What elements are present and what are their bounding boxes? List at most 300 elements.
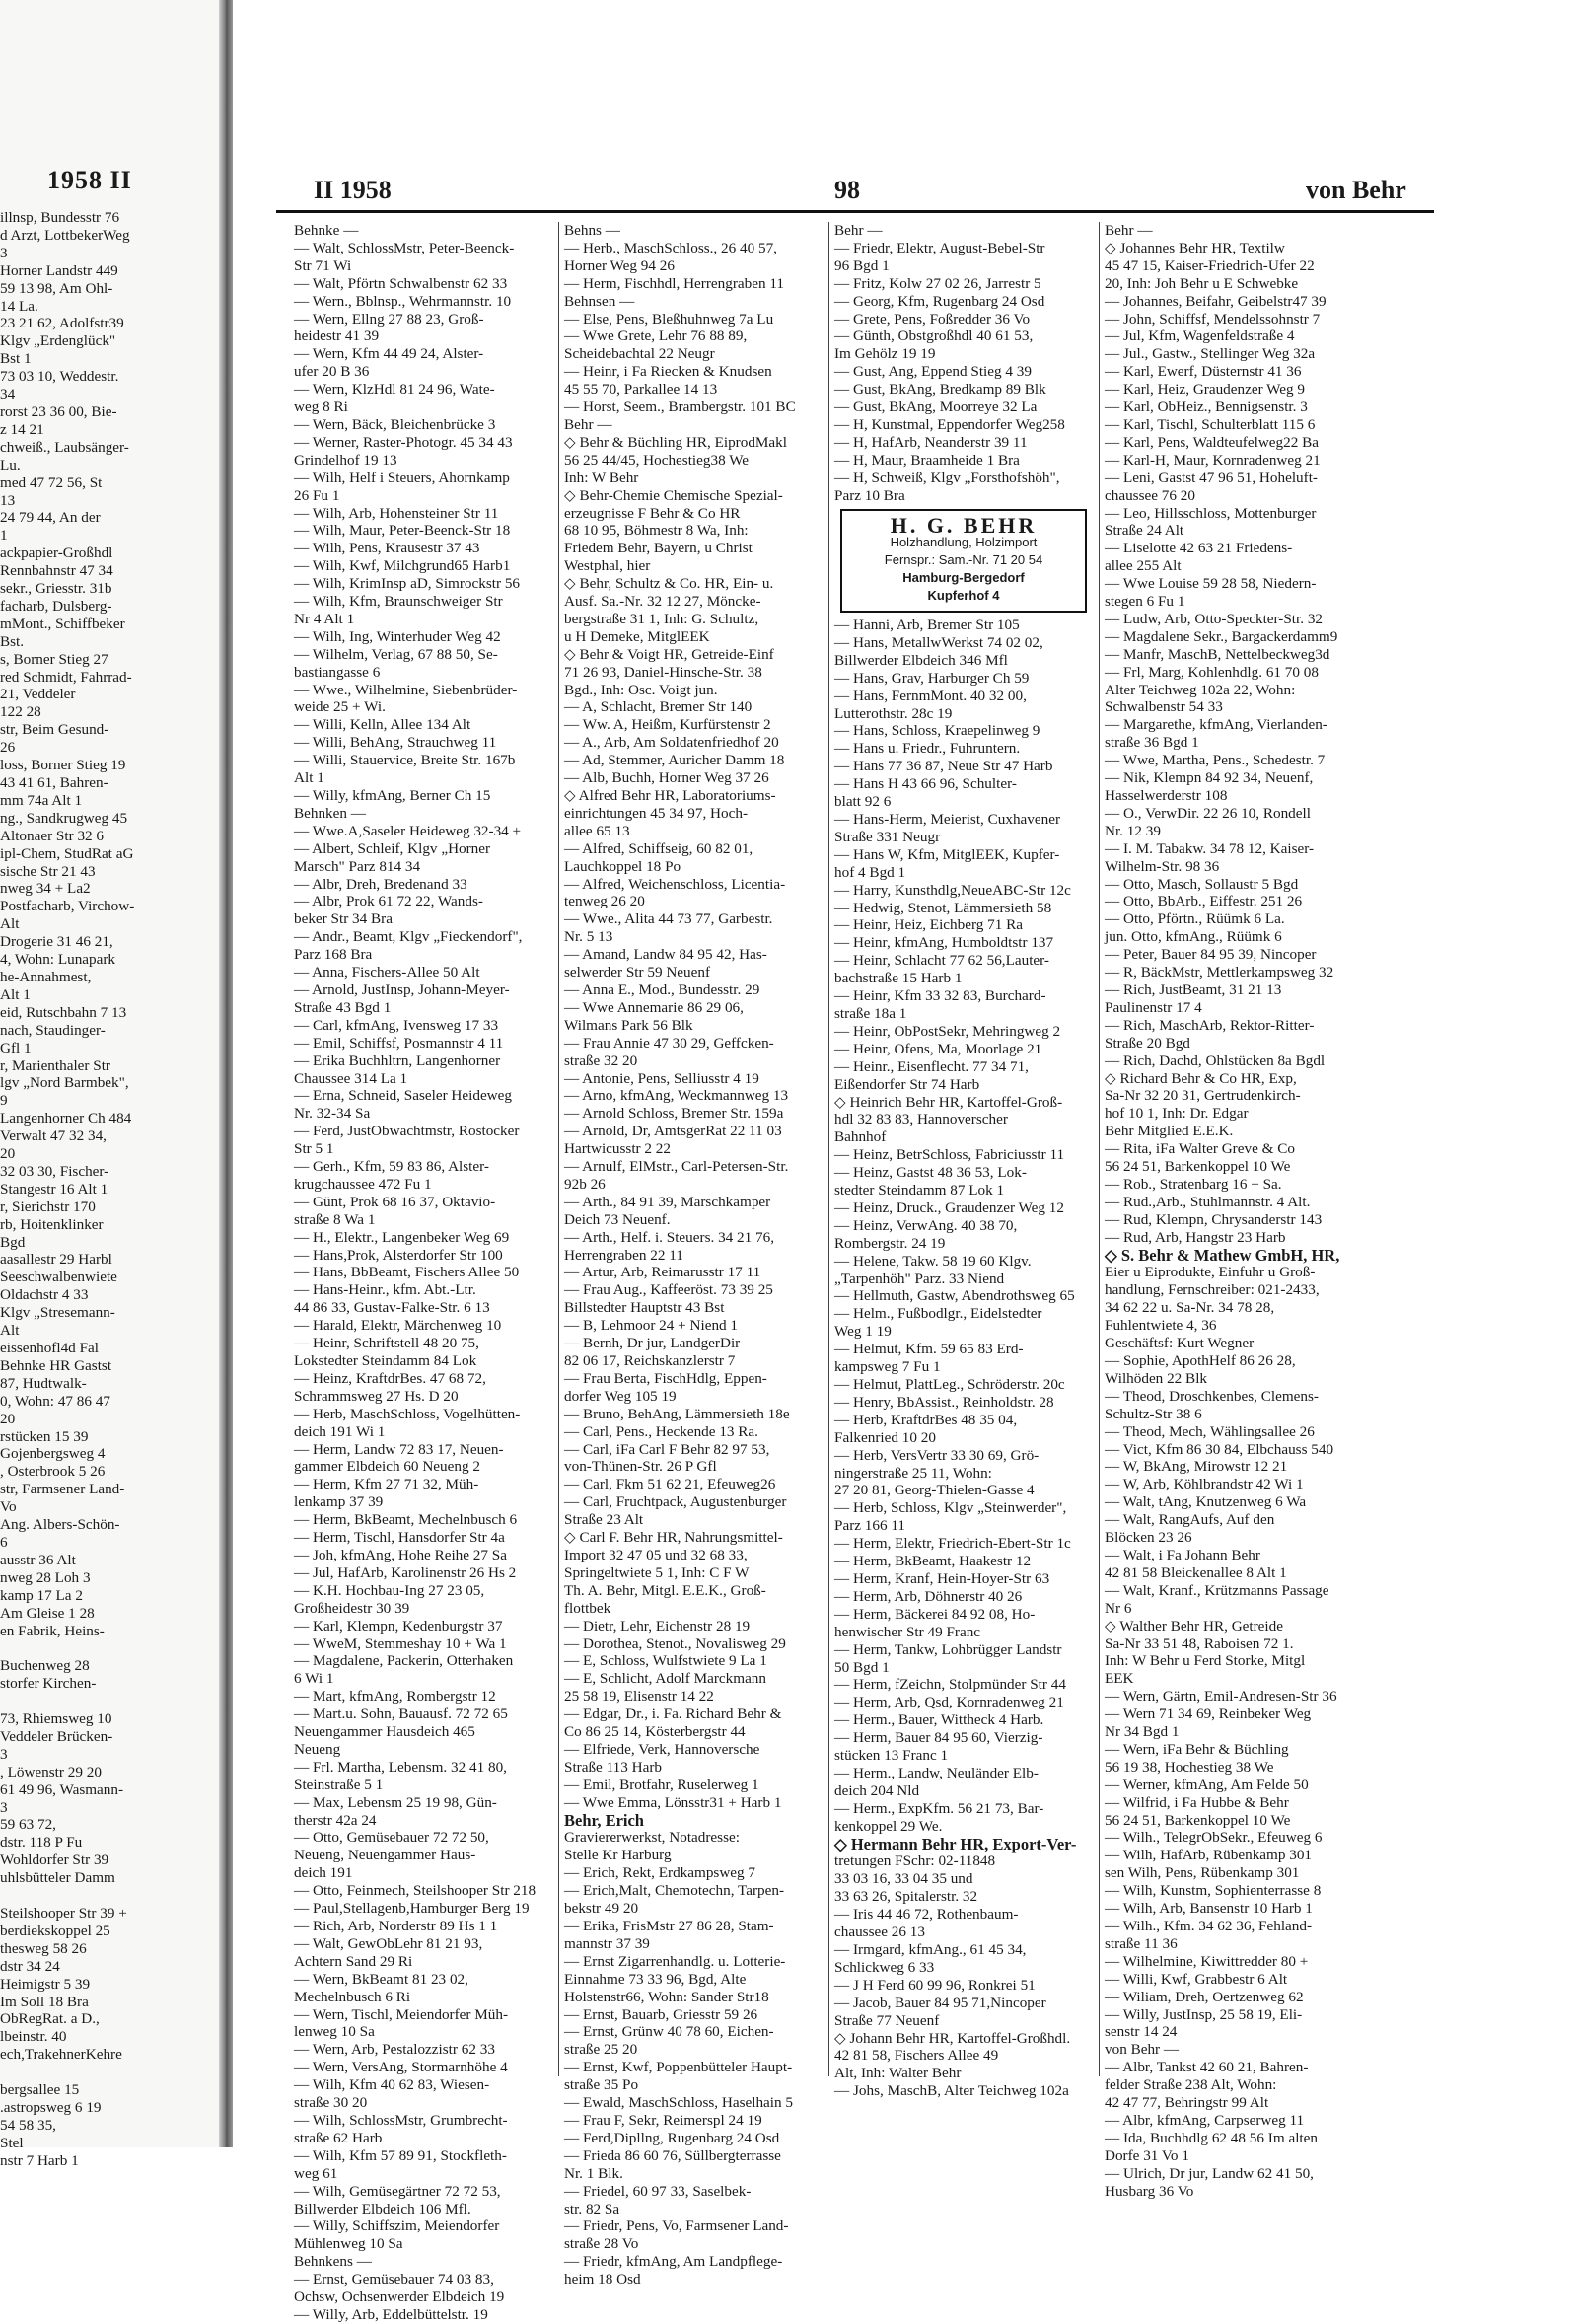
left-page-line: 3 bbox=[0, 1745, 8, 1763]
directory-entry-line: Fuhlentwiete 4, 36 bbox=[1105, 1317, 1217, 1335]
directory-entry-line: — Nik, Klempn 84 92 34, Neuenf, bbox=[1105, 769, 1314, 787]
directory-entry-line: — Wilh, SchlossMstr, Grumbrecht- bbox=[294, 2111, 508, 2129]
left-page-line: 61 49 96, Wasmann- bbox=[0, 1780, 124, 1798]
directory-entry-line: — Herm, Elektr, Friedrich-Ebert-Str 1c bbox=[834, 1535, 1071, 1553]
directory-entry-line: — Herm, Kfm 27 71 32, Müh- bbox=[294, 1476, 479, 1493]
directory-entry-line: Import 32 47 05 und 32 68 33, bbox=[564, 1546, 748, 1563]
left-page-line: Heimigstr 5 39 bbox=[0, 1975, 91, 1993]
directory-entry-line: — Rich, JustBeamt, 31 21 13 bbox=[1105, 980, 1282, 998]
column-separator bbox=[1099, 222, 1100, 2076]
directory-entry-line: — Willy, Arb, Eddelbüttelstr. 19 bbox=[294, 2305, 488, 2323]
directory-entry-line: — W, BkAng, Mirowstr 12 21 bbox=[1105, 1458, 1288, 1476]
directory-entry-line: straße 28 Vo bbox=[564, 2235, 639, 2253]
directory-entry-line: — Alb, Buchh, Horner Weg 37 26 bbox=[564, 769, 769, 787]
directory-entry-line: — Wern, BkBeamt 81 23 02, bbox=[294, 1970, 468, 1988]
directory-entry-line: — Wwe, Martha, Pens., Schedestr. 7 bbox=[1105, 752, 1326, 769]
directory-entry-line: — Grete, Pens, Foßredder 36 Vo bbox=[834, 310, 1031, 327]
directory-entry-line: 25 58 19, Elisenstr 14 22 bbox=[564, 1688, 714, 1706]
directory-entry-line: — Karl, Ewerf, Düsternstr 41 36 bbox=[1105, 363, 1302, 381]
directory-entry-line: — Ewald, MaschSchloss, Haselhain 5 bbox=[564, 2094, 793, 2112]
directory-entry-line: — Hans, MetallwWerkst 74 02 02, bbox=[834, 633, 1043, 651]
directory-entry-line: — Liselotte 42 63 21 Friedens- bbox=[1105, 540, 1293, 557]
directory-entry-line: Billwerder Elbdeich 346 Mfl bbox=[834, 651, 1008, 669]
left-page-line: Veddeler Brücken- bbox=[0, 1727, 113, 1745]
directory-entry-line: Chaussee 314 La 1 bbox=[294, 1069, 408, 1087]
directory-entry-line: 27 20 81, Georg-Thielen-Gasse 4 bbox=[834, 1482, 1035, 1499]
directory-entry-line: — Otto, Masch, Sollaustr 5 Bgd bbox=[1105, 875, 1299, 893]
directory-entry-line: jun. Otto, kfmAng., Rüümk 6 bbox=[1105, 928, 1282, 946]
directory-entry-line: — Willy, kfmAng, Berner Ch 15 bbox=[294, 787, 491, 804]
directory-entry-line: — Wilh, KrimInsp aD, Simrockstr 56 bbox=[294, 575, 521, 593]
directory-entry-line: 56 24 51, Barkenkoppel 10 We bbox=[1105, 1158, 1291, 1176]
directory-entry-line: ◇ Johann Behr HR, Kartoffel-Großhdl. bbox=[834, 2029, 1071, 2047]
directory-entry-line: Th. A. Behr, Mitgl. E.E.K., Groß- bbox=[564, 1581, 766, 1599]
left-page-line: thesweg 58 26 bbox=[0, 1939, 87, 1957]
directory-entry-line: weg 61 bbox=[294, 2164, 338, 2182]
directory-entry-line: — R, BäckMstr, Mettlerkampsweg 32 bbox=[1105, 964, 1334, 981]
directory-entry-line: 68 10 95, Böhmestr 8 Wa, Inh: bbox=[564, 522, 749, 540]
left-page-line: r, Sierichstr 170 bbox=[0, 1198, 96, 1215]
left-page-line: d Arzt, LottbekerWeg bbox=[0, 226, 130, 244]
directory-entry-line: — Frau F, Sekr, Reimerspl 24 19 bbox=[564, 2111, 762, 2129]
directory-entry-line: — Rich, Dachd, Ohlstücken 8a Bgdl bbox=[1105, 1052, 1326, 1069]
left-page-line bbox=[0, 1887, 209, 1905]
directory-entry-line: — Arth., Helf. i. Steuers. 34 21 76, bbox=[564, 1228, 775, 1246]
directory-entry-line: — Rob., Stratenbarg 16 + Sa. bbox=[1105, 1175, 1282, 1193]
directory-entry-line: gammer Elbdeich 60 Neueng 2 bbox=[294, 1458, 480, 1476]
directory-entry-line: Paulinenstr 17 4 bbox=[1105, 998, 1202, 1016]
directory-entry-line: Im Gehölz 19 19 bbox=[834, 345, 936, 363]
directory-entry-line: EEK bbox=[1105, 1670, 1134, 1688]
directory-entry-line: — H, Maur, Braamheide 1 Bra bbox=[834, 451, 1020, 469]
directory-column-2 bbox=[564, 222, 823, 2288]
directory-entry-line: — Heinz, BetrSchloss, Fabriciusstr 11 bbox=[834, 1146, 1065, 1164]
directory-entry-line: — Karl, Klempn, Kedenburgstr 37 bbox=[294, 1617, 503, 1634]
directory-entry-line: Ochsw, Ochsenwerder Elbdeich 19 bbox=[294, 2288, 505, 2306]
directory-entry-line: Straße 24 Alt bbox=[1105, 522, 1184, 540]
directory-entry-line: Hartwicusstr 2 22 bbox=[564, 1140, 671, 1158]
directory-entry-line: Straße 331 Neugr bbox=[834, 828, 941, 845]
left-page-line: storfer Kirchen- bbox=[0, 1675, 97, 1693]
directory-entry-line: — Herm., Bauer, Wittheck 4 Harb. bbox=[834, 1711, 1044, 1729]
directory-entry-line: — Alfred, Schiffseig, 60 82 01, bbox=[564, 839, 753, 857]
directory-entry-line: handlung, Fernschreiber: 021-2433, bbox=[1105, 1281, 1320, 1299]
directory-entry-line: — Werner, Raster-Photogr. 45 34 43 bbox=[294, 433, 513, 451]
left-page-line: 6 bbox=[0, 1533, 8, 1551]
left-page-line: rorst 23 36 00, Bie- bbox=[0, 402, 117, 420]
directory-entry-line: „Tarpenhöh" Parz. 33 Niend bbox=[834, 1270, 1005, 1287]
directory-entry-line: — Ferd, JustObwachtmstr, Rostocker bbox=[294, 1123, 520, 1140]
directory-entry-line: — Erich, Rekt, Erdkampsweg 7 bbox=[564, 1864, 756, 1882]
directory-entry-line: Nr. 5 13 bbox=[564, 928, 613, 946]
directory-entry-line: 34 62 22 u. Sa-Nr. 34 78 28, bbox=[1105, 1299, 1275, 1317]
directory-entry-line: 42 47 77, Behringstr 99 Alt bbox=[1105, 2094, 1269, 2112]
directory-entry-line: Billwerder Elbdeich 106 Mfl. bbox=[294, 2200, 471, 2217]
directory-entry-line: Alter Teichweg 102a 22, Wohn: bbox=[1105, 681, 1296, 698]
left-page-line: Klgv „Stresemann- bbox=[0, 1304, 115, 1322]
directory-entry-line: Friedem Behr, Bayern, u Christ bbox=[564, 540, 753, 557]
directory-entry-line: — Ernst, Grünw 40 78 60, Eichen- bbox=[564, 2023, 774, 2041]
left-page-line: Horner Landstr 449 bbox=[0, 261, 118, 279]
directory-entry-line: — Wilh, HafArb, Rübenkamp 301 bbox=[1105, 1847, 1313, 1864]
directory-entry-line: bergstraße 31 1, Inh: G. Schultz, bbox=[564, 610, 759, 627]
directory-entry-line: hof 10 1, Inh: Dr. Edgar bbox=[1105, 1105, 1249, 1123]
directory-entry-line: Schwalbenstr 54 33 bbox=[1105, 698, 1223, 716]
directory-entry-line: Blöcken 23 26 bbox=[1105, 1529, 1192, 1547]
directory-entry-line: — Karl, Pens, Waldteufelweg22 Ba bbox=[1105, 433, 1319, 451]
directory-entry-line: — Wilh, Kunstm, Sophienterrasse 8 bbox=[1105, 1882, 1322, 1900]
directory-entry-line: — Wilh., Kfm. 34 62 36, Fehland- bbox=[1105, 1918, 1313, 1934]
left-page-line: sische Str 21 43 bbox=[0, 862, 96, 880]
directory-entry-line: Parz 166 11 bbox=[834, 1517, 905, 1535]
left-page-line: nweg 28 Loh 3 bbox=[0, 1568, 91, 1586]
directory-entry-line: — Herm, BkBeamt, Haakestr 12 bbox=[834, 1553, 1032, 1570]
directory-entry-line: Eier u Eiprodukte, Einfuhr u Groß- bbox=[1105, 1264, 1316, 1281]
directory-entry-line: — Hans,Prok, Alsterdorfer Str 100 bbox=[294, 1246, 503, 1264]
directory-entry-line: straße 25 20 bbox=[564, 2041, 638, 2059]
directory-entry-line: Nr 6 bbox=[1105, 1599, 1132, 1617]
left-page-line: Gojenbergsweg 4 bbox=[0, 1445, 106, 1463]
left-page-line: Bgd bbox=[0, 1233, 26, 1251]
directory-entry-line: hof 4 Bgd 1 bbox=[834, 863, 906, 881]
directory-entry-line: — Herm, Fischhdl, Herrengraben 11 bbox=[564, 274, 784, 292]
directory-entry-line: — Carl, kfmAng, Ivensweg 17 33 bbox=[294, 1016, 499, 1034]
directory-entry-line: — Heinr, kfmAng, Humboldtstr 137 bbox=[834, 934, 1054, 952]
column-separator bbox=[828, 222, 829, 2076]
directory-entry-line: — Wwe.A,Saseler Heideweg 32-34 + bbox=[294, 822, 522, 839]
directory-entry-line: weg 8 Ri bbox=[294, 399, 348, 416]
directory-entry-line: — Ad, Stemmer, Auricher Damm 18 bbox=[564, 752, 785, 769]
directory-entry-line: — Helene, Takw. 58 19 60 Klgv. bbox=[834, 1252, 1032, 1270]
directory-entry-line: — Harald, Elektr, Märchenweg 10 bbox=[294, 1317, 502, 1335]
directory-entry-line: Nr. 12 39 bbox=[1105, 822, 1161, 839]
left-page-line: Drogerie 31 46 21, bbox=[0, 933, 113, 951]
directory-entry-line: — H, HafArb, Neanderstr 39 11 bbox=[834, 433, 1028, 451]
left-page-line: Am Gleise 1 28 bbox=[0, 1604, 95, 1622]
directory-entry-line: 45 47 15, Kaiser-Friedrich-Ufer 22 bbox=[1105, 256, 1315, 274]
left-page-line: he-Annahmest, bbox=[0, 968, 92, 985]
directory-entry-line: kampsweg 7 Fu 1 bbox=[834, 1358, 941, 1376]
directory-entry-line: — Karl, Tischl, Schulterblatt 115 6 bbox=[1105, 415, 1316, 433]
directory-entry-line: — Hans, Grav, Harburger Ch 59 bbox=[834, 669, 1030, 687]
directory-entry-line: — Wilh, Kfm, Braunschweiger Str bbox=[294, 593, 503, 611]
directory-entry-line: 56 24 51, Barkenkoppel 10 We bbox=[1105, 1811, 1291, 1829]
left-page-line: 4, Wohn: Lunapark bbox=[0, 951, 116, 969]
directory-entry-line: Hasselwerderstr 108 bbox=[1105, 787, 1228, 804]
directory-entry-line: — Edgar, Dr., i. Fa. Richard Behr & bbox=[564, 1706, 782, 1723]
directory-entry-line: — K.H. Hochbau-Ing 27 23 05, bbox=[294, 1581, 485, 1599]
directory-entry-line: Inh: W Behr u Ferd Storke, Mitgl bbox=[1105, 1652, 1306, 1670]
directory-entry-line: 56 25 44/45, Hochestieg38 We bbox=[564, 451, 750, 469]
directory-entry-line: kenkoppel 29 We. bbox=[834, 1817, 943, 1835]
directory-entry-line: — Max, Lebensm 25 19 98, Gün- bbox=[294, 1793, 497, 1811]
left-page-line: str, Beim Gesund- bbox=[0, 721, 109, 739]
directory-entry-line: — Helmut, Kfm. 59 65 83 Erd- bbox=[834, 1341, 1024, 1358]
directory-entry-line: — Dorothea, Stenot., Novalisweg 29 bbox=[564, 1634, 786, 1652]
directory-entry-line: — Heinr, Kfm 33 32 83, Burchard- bbox=[834, 987, 1046, 1005]
directory-entry-line: — Wern, Gärtn, Emil-Andresen-Str 36 bbox=[1105, 1688, 1337, 1706]
directory-entry-line: — Willi, Stauervice, Breite Str. 167b bbox=[294, 752, 516, 769]
left-page-line: Buchenweg 28 bbox=[0, 1657, 90, 1675]
directory-entry-line: — Arnold, JustInsp, Johann-Meyer- bbox=[294, 980, 510, 998]
directory-entry-line: 42 81 58, Fischers Allee 49 bbox=[834, 2047, 999, 2065]
directory-entry-line: straße 36 Bgd 1 bbox=[1105, 734, 1199, 752]
directory-entry-line: — Herm, Arb, Qsd, Kornradenweg 21 bbox=[834, 1694, 1064, 1711]
directory-entry-line: — Erika, FrisMstr 27 86 28, Stam- bbox=[564, 1918, 774, 1934]
directory-entry-line: — Wilfrid, i Fa Hubbe & Behr bbox=[1105, 1793, 1289, 1811]
directory-entry-line: — Herm, Bauer 84 95 60, Vierzig- bbox=[834, 1729, 1043, 1747]
left-page-line bbox=[0, 1693, 209, 1710]
directory-entry-line: chaussee 76 20 bbox=[1105, 486, 1195, 504]
directory-entry-line: Achtern Sand 29 Ri bbox=[294, 1952, 413, 1970]
directory-entry-line: allee 255 Alt bbox=[1105, 557, 1182, 575]
directory-entry-line: — Hanni, Arb, Bremer Str 105 bbox=[834, 617, 1020, 634]
left-page-line: s, Borner Stieg 27 bbox=[0, 650, 108, 668]
left-page-line: 21, Veddeler bbox=[0, 686, 76, 703]
directory-entry-line: — Heinr, Ofens, Ma, Moorlage 21 bbox=[834, 1040, 1042, 1057]
left-page-line: Bst 1 bbox=[0, 350, 32, 368]
left-page-line: 73, Rhiemsweg 10 bbox=[0, 1710, 112, 1728]
directory-entry-line: — Wern, Kfm 44 49 24, Alster- bbox=[294, 345, 484, 363]
directory-entry-line: 33 03 16, 33 04 35 und bbox=[834, 1870, 973, 1888]
directory-entry-line: — Emil, Brotfahr, Ruselerweg 1 bbox=[564, 1776, 759, 1793]
directory-entry-line: ◇ Alfred Behr HR, Laboratoriums- bbox=[564, 787, 776, 804]
directory-entry-line: — Leo, Hillsschloss, Mottenburger bbox=[1105, 504, 1317, 522]
left-page-line: Steilshooper Str 39 + bbox=[0, 1905, 127, 1922]
directory-entry-line: Wilhelm-Str. 98 36 bbox=[1105, 857, 1220, 875]
left-page-line: 59 63 72, bbox=[0, 1816, 56, 1834]
left-page-line: chweiß., Laubsänger- bbox=[0, 438, 129, 456]
directory-entry-line: — Werner, kfmAng, Am Felde 50 bbox=[1105, 1776, 1309, 1793]
directory-entry-line: 20, Inh: Joh Behr u E Schwebke bbox=[1105, 274, 1299, 292]
directory-entry-line: straße 30 20 bbox=[294, 2094, 368, 2112]
directory-entry-line: — Herb, KraftdrBes 48 35 04, bbox=[834, 1411, 1018, 1428]
directory-entry-line: — Gust, BkAng, Bredkamp 89 Blk bbox=[834, 381, 1046, 399]
directory-entry-line: — O., VerwDir. 22 26 10, Rondell bbox=[1105, 804, 1311, 822]
directory-entry-line: — WweM, Stemmeshay 10 + Wa 1 bbox=[294, 1634, 507, 1652]
directory-entry-line: — H., Elektr., Langenbeker Weg 69 bbox=[294, 1228, 510, 1246]
directory-entry-line: — Willi, Kwf, Grabbestr 6 Alt bbox=[1105, 1970, 1288, 1988]
directory-entry-line: Parz 168 Bra bbox=[294, 946, 373, 964]
directory-entry-line: Behnkens — bbox=[294, 2253, 372, 2271]
directory-entry-line: — Andr., Beamt, Klgv „Fieckendorf", bbox=[294, 928, 523, 946]
directory-entry-line: Steinstraße 5 1 bbox=[294, 1776, 384, 1793]
directory-entry-line: flottbek bbox=[564, 1599, 611, 1617]
directory-entry-line: — Elfriede, Verk, Hannoversche bbox=[564, 1740, 760, 1758]
directory-entry-line: — Theod, Mech, Wählingsallee 26 bbox=[1105, 1422, 1315, 1440]
ad-title: H. G. BEHR bbox=[890, 512, 1038, 538]
directory-entry-line: — Wilh, Arb, Hohensteiner Str 11 bbox=[294, 504, 499, 522]
directory-entry-line: erzeugnisse F Behr & Co HR bbox=[564, 504, 741, 522]
left-page-line: Seeschwalbenwiete bbox=[0, 1269, 117, 1286]
directory-entry-line: — Friedel, 60 97 33, Saselbek- bbox=[564, 2182, 752, 2200]
directory-entry-line: — Wwe Louise 59 28 58, Niedern- bbox=[1105, 575, 1317, 593]
directory-entry-line: — Wilh, Helf i Steuers, Ahornkamp bbox=[294, 469, 510, 486]
left-page-line: facharb, Dulsberg- bbox=[0, 597, 112, 615]
left-page-line: kamp 17 La 2 bbox=[0, 1586, 83, 1604]
directory-entry-line: — Heinr, i Fa Riecken & Knudsen bbox=[564, 363, 772, 381]
left-page-line: eid, Rutschbahn 7 13 bbox=[0, 1003, 127, 1021]
directory-entry-line: — Walt, Pförtn Schwalbenstr 62 33 bbox=[294, 274, 508, 292]
left-page-line: sekr., Griesstr. 31b bbox=[0, 580, 112, 598]
directory-entry-line: — Willy, JustInsp, 25 58 19, Eli- bbox=[1105, 2005, 1303, 2023]
directory-entry-line: — Rich, Arb, Norderstr 89 Hs 1 1 bbox=[294, 1918, 498, 1934]
directory-entry-line: — Frl. Martha, Lebensm. 32 41 80, bbox=[294, 1758, 507, 1776]
ad-address: Kupferhof 4 bbox=[927, 588, 1000, 604]
directory-entry-line: — Herb, VersVertr 33 30 69, Grö- bbox=[834, 1446, 1040, 1464]
directory-entry-line: Co 86 25 14, Kösterbergstr 44 bbox=[564, 1723, 746, 1741]
directory-entry-line: 92b 26 bbox=[564, 1175, 606, 1193]
directory-entry-line: Neueng, Neuengammer Haus- bbox=[294, 1847, 476, 1864]
directory-entry-line: — Otto, Pförtn., Rüümk 6 La. bbox=[1105, 910, 1285, 928]
directory-entry-line: — W, Arb, Köhlbrandstr 42 Wi 1 bbox=[1105, 1476, 1304, 1493]
directory-entry-line: — Gust, Ang, Eppend Stieg 4 39 bbox=[834, 363, 1032, 381]
directory-entry-line: — Jul, Kfm, Wagenfeldstraße 4 bbox=[1105, 327, 1295, 345]
left-page-line: ackpapier-Großhdl bbox=[0, 545, 113, 562]
directory-entry-line: — Wern, Tischl, Meiendorfer Müh- bbox=[294, 2005, 509, 2023]
left-page-line: 34 bbox=[0, 386, 16, 403]
directory-entry-line: — Wwe., Wilhelmine, Siebenbrüder- bbox=[294, 681, 518, 698]
directory-entry-line: ◇ Walther Behr HR, Getreide bbox=[1105, 1617, 1283, 1634]
directory-entry-line: — Wilh, Maur, Peter-Beenck-Str 18 bbox=[294, 522, 511, 540]
directory-entry-line: — Hans-Heinr., kfm. Abt.-Ltr. bbox=[294, 1281, 476, 1299]
directory-entry-line: — Mart.u. Sohn, Bauausf. 72 72 65 bbox=[294, 1706, 508, 1723]
directory-entry-line: stedter Steindamm 87 Lok 1 bbox=[834, 1182, 1005, 1199]
directory-entry-line: Behr — bbox=[1105, 222, 1153, 239]
left-page-line: 0, Wohn: 47 86 47 bbox=[0, 1392, 110, 1410]
directory-entry-line: Bgd., Inh: Osc. Voigt jun. bbox=[564, 681, 718, 698]
directory-entry-line: — Hans H 43 66 96, Schulter- bbox=[834, 775, 1017, 793]
directory-entry-line: — Herb, Schloss, Klgv „Steinwerder", bbox=[834, 1499, 1067, 1517]
directory-entry-line: Alt, Inh: Walter Behr bbox=[834, 2065, 962, 2082]
left-page-line: Alt bbox=[0, 1322, 20, 1340]
directory-entry-line: — Hans, Schloss, Kraepelinweg 9 bbox=[834, 722, 1040, 740]
directory-entry-line: — Herm, Bäckerei 84 92 08, Ho- bbox=[834, 1605, 1036, 1623]
directory-entry-line: — Herm, Kranf, Hein-Hoyer-Str 63 bbox=[834, 1569, 1050, 1587]
directory-entry-line: deich 191 Wi 1 bbox=[294, 1422, 386, 1440]
directory-entry-line: Großheidestr 30 39 bbox=[294, 1599, 410, 1617]
directory-entry-line: — Wern, iFa Behr & Büchling bbox=[1105, 1740, 1289, 1758]
directory-entry-line: — Jacob, Bauer 84 95 71,Nincoper bbox=[834, 1994, 1046, 2011]
left-page-line: Vo bbox=[0, 1498, 17, 1516]
directory-entry-line: — Ernst, Gemüsebauer 74 03 83, bbox=[294, 2271, 494, 2288]
directory-entry-line: Behnsen — bbox=[564, 292, 635, 310]
directory-entry-line: — Bruno, BehAng, Lämmersieth 18e bbox=[564, 1405, 790, 1422]
directory-entry-line: — Frau Annie 47 30 29, Geffcken- bbox=[564, 1034, 774, 1052]
left-page-line: 43 41 61, Bahren- bbox=[0, 774, 108, 791]
page-header-left: II 1958 bbox=[314, 176, 392, 204]
directory-entry-line: — Horst, Seem., Brambergstr. 101 BC bbox=[564, 399, 796, 416]
directory-entry-line: — A, Schlacht, Bremer Str 140 bbox=[564, 698, 753, 716]
directory-entry-line: — Wilh, Kwf, Milchgrund65 Harb1 bbox=[294, 557, 511, 575]
left-page-line: 59 13 98, Am Ohl- bbox=[0, 279, 113, 297]
left-page-line: Klgv „Erdenglück" bbox=[0, 332, 116, 350]
left-page-line: 20 bbox=[0, 1145, 16, 1163]
directory-entry-line: ningerstraße 25 11, Wohn: bbox=[834, 1464, 992, 1482]
directory-entry-line: — Hellmuth, Gastw, Abendrothsweg 65 bbox=[834, 1287, 1075, 1305]
directory-entry-line: henwischer Str 49 Franc bbox=[834, 1623, 981, 1640]
left-page-line: lbeinstr. 40 bbox=[0, 2028, 67, 2046]
directory-entry-line: 26 Fu 1 bbox=[294, 486, 340, 504]
left-page-line: 87, Hudtwalk- bbox=[0, 1374, 87, 1392]
directory-entry-line: ◇ S. Behr & Mathew GmbH, HR, bbox=[1105, 1245, 1340, 1265]
directory-entry-line: — Anna E., Mod., Bundesstr. 29 bbox=[564, 980, 760, 998]
directory-entry-line: — Willy, Schiffszim, Meiendorfer bbox=[294, 2217, 500, 2235]
directory-entry-line: 42 81 58 Bleickenallee 8 Alt 1 bbox=[1105, 1563, 1287, 1581]
directory-entry-line: — Paul,Stellagenb,Hamburger Berg 19 bbox=[294, 1900, 530, 1918]
directory-entry-line: ◇ Behr-Chemie Chemische Spezial- bbox=[564, 486, 783, 504]
directory-entry-line: therstr 42a 24 bbox=[294, 1811, 377, 1829]
left-page-line: nach, Staudinger- bbox=[0, 1021, 106, 1039]
directory-entry-line: — Albr, Dreh, Bredenand 33 bbox=[294, 875, 467, 893]
directory-entry-line: bastiangasse 6 bbox=[294, 663, 381, 681]
directory-entry-line: u H Demeke, MitglEEK bbox=[564, 627, 710, 645]
left-page-line: Lu. bbox=[0, 456, 21, 473]
directory-entry-line: Graviererwerkst, Notadresse: bbox=[564, 1829, 740, 1847]
left-page-line: ipl-Chem, StudRat aG bbox=[0, 844, 134, 862]
page-number: 98 bbox=[834, 176, 860, 204]
directory-entry-line: von Behr — bbox=[1105, 2041, 1180, 2059]
left-page-line: , Osterbrook 5 26 bbox=[0, 1463, 106, 1481]
directory-entry-line: Parz 10 Bra bbox=[834, 486, 905, 504]
directory-entry-line: — Dietr, Lehr, Eichenstr 28 19 bbox=[564, 1617, 751, 1634]
directory-entry-line: — Johs, MaschB, Alter Teichweg 102a bbox=[834, 2082, 1069, 2100]
left-page-line: 23 21 62, Adolfstr39 bbox=[0, 315, 124, 332]
directory-entry-line: — Sophie, ApothHelf 86 26 28, bbox=[1105, 1352, 1296, 1369]
directory-entry-line: Rombergstr. 24 19 bbox=[834, 1234, 946, 1252]
left-page-line: Postfacharb, Virchow- bbox=[0, 898, 135, 915]
left-page-line: 1 bbox=[0, 527, 8, 545]
directory-entry-line: ◇ Behr & Büchling HR, EiprodMakl bbox=[564, 433, 787, 451]
directory-entry-line: straße 18a 1 bbox=[834, 1004, 907, 1022]
directory-entry-line: — Joh, kfmAng, Hohe Reihe 27 Sa bbox=[294, 1546, 507, 1563]
directory-entry-line: dorfer Weg 105 19 bbox=[564, 1387, 677, 1405]
directory-entry-line: — Willi, Kelln, Allee 134 Alt bbox=[294, 716, 471, 734]
left-page-line: Alt 1 bbox=[0, 985, 31, 1003]
directory-column-4 bbox=[1105, 222, 1363, 2200]
directory-entry-line: — Herm, Tankw, Lohbrügger Landstr bbox=[834, 1640, 1062, 1658]
directory-entry-line: — Herm, fZeichn, Stolpmünder Str 44 bbox=[834, 1676, 1066, 1694]
directory-entry-line: — Frl, Marg, Kohlenhdlg. 61 70 08 bbox=[1105, 663, 1319, 681]
directory-entry-line: — Walt, i Fa Johann Behr bbox=[1105, 1546, 1260, 1563]
directory-entry-line: — Wilhelm, Verlag, 67 88 50, Se- bbox=[294, 645, 498, 663]
directory-entry-line: — Friedr, Pens, Vo, Farmsener Land- bbox=[564, 2217, 789, 2235]
left-page-line: aasallestr 29 Harbl bbox=[0, 1251, 112, 1269]
left-page-line: dstr 34 24 bbox=[0, 1957, 60, 1975]
directory-entry-line: straße 62 Harb bbox=[294, 2129, 383, 2146]
directory-entry-line: Wilmans Park 56 Blk bbox=[564, 1016, 693, 1034]
directory-entry-line: — Wilh, Ing, Winterhuder Weg 42 bbox=[294, 627, 501, 645]
directory-entry-line: einrichtungen 45 34 97, Hoch- bbox=[564, 804, 749, 822]
directory-entry-line: — Friedr, kfmAng, Am Landpflege- bbox=[564, 2253, 783, 2271]
left-page-line: en Fabrik, Heins- bbox=[0, 1622, 105, 1639]
directory-entry-line: — Rita, iFa Walter Greve & Co bbox=[1105, 1140, 1295, 1158]
directory-entry-line: Neueng bbox=[294, 1740, 341, 1758]
directory-entry-line: Nr 4 Alt 1 bbox=[294, 610, 355, 627]
directory-entry-line: — Ernst, Kwf, Poppenbütteler Haupt- bbox=[564, 2059, 793, 2076]
directory-entry-line: — Heinz, VerwAng. 40 38 70, bbox=[834, 1216, 1018, 1234]
directory-entry-line: krugchaussee 472 Fu 1 bbox=[294, 1175, 432, 1193]
directory-entry-line: Ausf. Sa.-Nr. 32 12 27, Möncke- bbox=[564, 593, 761, 611]
left-page-line: nweg 34 + La2 bbox=[0, 880, 91, 898]
directory-entry-line: — Albr, kfmAng, Carpserweg 11 bbox=[1105, 2111, 1305, 2129]
left-page-line: red Schmidt, Fahrrad- bbox=[0, 668, 132, 686]
directory-entry-line: mannstr 37 39 bbox=[564, 1934, 650, 1952]
left-page-line: Altonaer Str 32 6 bbox=[0, 827, 105, 844]
left-page-line: str, Farmsener Land- bbox=[0, 1481, 125, 1498]
directory-entry-line: Horner Weg 94 26 bbox=[564, 256, 675, 274]
directory-entry-line: 45 55 70, Parkallee 14 13 bbox=[564, 381, 718, 399]
